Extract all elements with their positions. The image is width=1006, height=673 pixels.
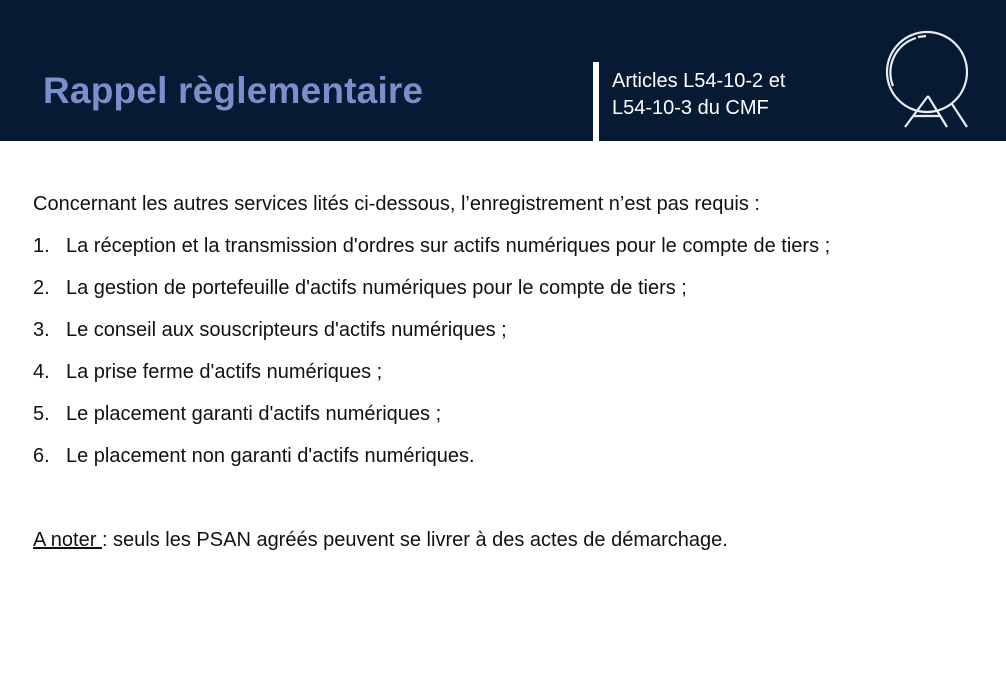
- note-paragraph: [33, 526, 728, 554]
- intro-text: Concernant les autres services lités ci-dessous, l’enregistrement n’est pas requis :: [33, 193, 760, 215]
- list-item-number: 5.: [33, 403, 50, 425]
- page-title: Rappel règlementaire: [43, 70, 424, 111]
- magnifier-triangle-icon: [880, 28, 976, 132]
- list-item-text: Le placement garanti d'actifs numériques ;: [66, 403, 442, 425]
- list-item: [33, 400, 973, 428]
- list-item-text: La prise ferme d'actifs numériques ;: [66, 361, 383, 383]
- list-item-text: La réception et la transmission d'ordres sur actifs numériques pour le compte de tiers ;: [66, 235, 831, 257]
- list-item-number: 2.: [33, 277, 50, 299]
- list-item-text: La gestion de portefeuille d'actifs numériques pour le compte de tiers ;: [66, 277, 687, 299]
- legal-reference: [612, 68, 852, 122]
- list-item: [33, 232, 973, 260]
- list-item-number: 4.: [33, 361, 50, 383]
- list-item-number: 6.: [33, 445, 50, 467]
- legal-reference-line-1: Articles L54-10-2 et: [612, 70, 786, 92]
- list-item-text: Le placement non garanti d'actifs numériques.: [66, 445, 475, 467]
- note-label: A noter: [33, 529, 102, 551]
- header-banner: [0, 0, 1006, 141]
- list-item: [33, 358, 973, 386]
- header-divider: [593, 62, 599, 141]
- list-item-number: 3.: [33, 319, 50, 341]
- services-list: [33, 232, 973, 470]
- list-item: [33, 274, 973, 302]
- list-item-number: 1.: [33, 235, 50, 257]
- main-content: [33, 190, 973, 484]
- legal-reference-line-2: L54-10-3 du CMF: [612, 97, 769, 119]
- list-item: [33, 442, 973, 470]
- list-item: [33, 316, 973, 344]
- list-item-text: Le conseil aux souscripteurs d'actifs numériques ;: [66, 319, 507, 341]
- note-text: : seuls les PSAN agréés peuvent se livrer à des actes de démarchage.: [101, 529, 728, 551]
